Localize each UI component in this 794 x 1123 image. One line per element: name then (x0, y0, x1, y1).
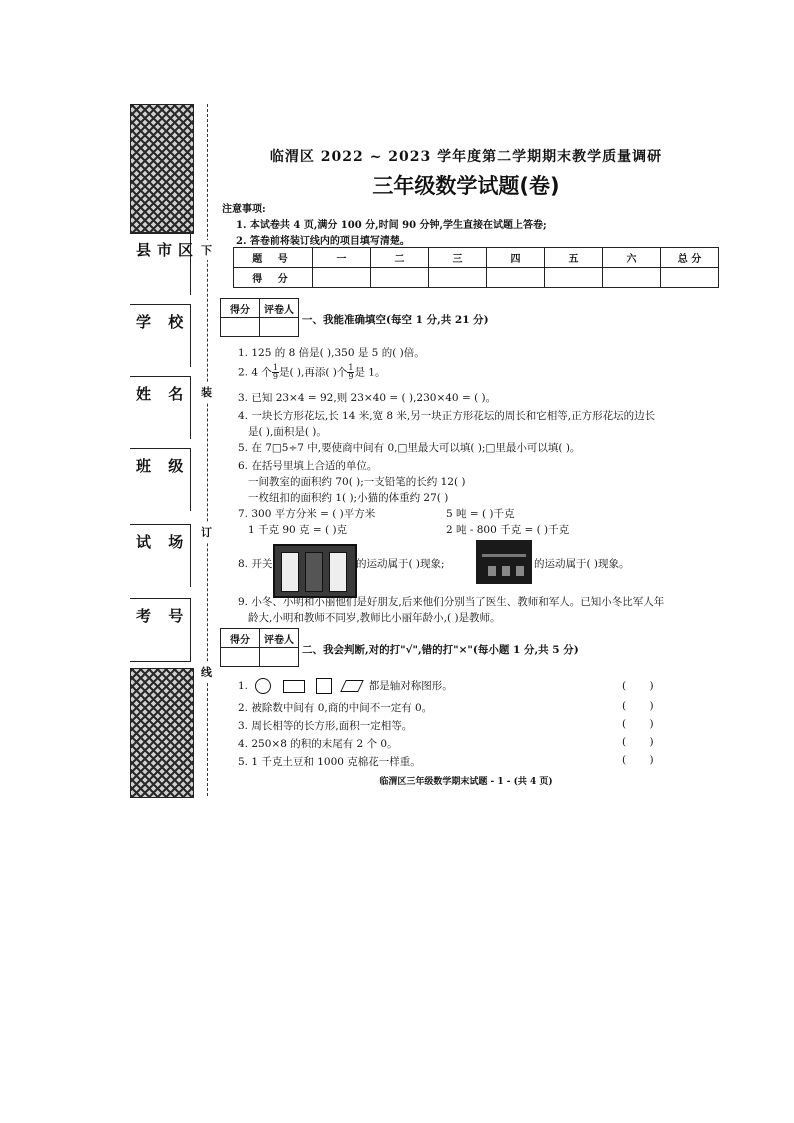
score-row-label: 得 分 (234, 268, 313, 288)
window-pane (281, 552, 299, 592)
question-6b: 一枚纽扣的面积约 1( );小猫的体重约 27( ) (248, 492, 449, 504)
score-header-cell: 四 (487, 248, 545, 268)
answer-paren[interactable]: ( ) (622, 700, 654, 712)
field-exam-room (130, 524, 191, 587)
grade-box-cell[interactable] (221, 318, 260, 337)
binding-char: 下 (201, 240, 212, 260)
swing-seat (516, 566, 524, 576)
field-label: 试 场 (136, 533, 190, 551)
score-cell[interactable] (371, 268, 429, 288)
rectangle-icon (283, 680, 305, 693)
question-9b: 龄大,小明和教师不同岁,教师比小丽年龄小,( )是教师。 (248, 612, 501, 624)
question-7d: 2 吨 - 800 千克 = ( )千克 (446, 524, 570, 536)
question-3: 3. 已知 23×4 = 92,则 23×40 = ( ),230×40 = ( )。 (238, 392, 497, 404)
score-header-cell: 六 (603, 248, 661, 268)
grade-box-label: 评卷人 (260, 629, 299, 648)
question-text: 是( ),再添( )个 (278, 366, 348, 379)
binding-line (207, 104, 208, 796)
grade-box-label: 得分 (221, 299, 260, 318)
score-cell[interactable] (429, 268, 487, 288)
question-7b: 5 吨 = ( )千克 (446, 508, 515, 520)
fraction-denominator: 9 (272, 372, 278, 381)
window-pane (329, 552, 347, 592)
notice-item: 1. 本试卷共 4 页,满分 100 分,时间 90 分钟,学生直接在试题上答卷; (236, 220, 547, 231)
security-pattern-bottom (130, 668, 194, 798)
parallelogram-icon (341, 680, 365, 692)
grade-box-cell[interactable] (260, 648, 299, 667)
score-header-cell: 一 (313, 248, 371, 268)
judge-question-3: 3. 周长相等的长方形,面积一定相等。 (238, 720, 413, 732)
answer-paren[interactable]: ( ) (622, 736, 654, 748)
score-cell[interactable] (545, 268, 603, 288)
question-8a: 8. 开关 (238, 558, 273, 570)
field-county (130, 232, 200, 295)
grade-box-label: 得分 (221, 629, 260, 648)
field-label: 班 级 (136, 457, 190, 475)
window-switch-image (273, 544, 357, 598)
fraction-numerator: 1 (348, 363, 354, 372)
swing-seat (488, 566, 496, 576)
question-5: 5. 在 7□5÷7 中,要使商中间有 0,□里最大可以填( );□里最小可以填( )。 (238, 442, 581, 454)
question-8b: 的运动属于( )现象; (356, 558, 445, 570)
grade-box-cell[interactable] (260, 318, 299, 337)
field-label: 考 号 (136, 607, 190, 625)
grade-box-section1 (220, 298, 299, 337)
field-label: 姓 名 (136, 385, 190, 403)
score-cell[interactable] (661, 268, 719, 288)
score-cell[interactable] (603, 268, 661, 288)
fraction (272, 364, 279, 381)
fraction-denominator: 9 (348, 372, 354, 381)
binding-char: 订 (201, 522, 212, 542)
score-header-cell: 三 (429, 248, 487, 268)
question-7c: 1 千克 90 克 = ( )克 (248, 524, 348, 536)
score-header-cell: 五 (545, 248, 603, 268)
question-2 (238, 364, 386, 381)
judge-question-4: 4. 250×8 的积的末尾有 2 个 0。 (238, 738, 398, 750)
notice-item: 2. 答卷前将装订线内的项目填写清楚。 (236, 236, 410, 247)
question-text: 1. (238, 680, 249, 692)
score-cell[interactable] (313, 268, 371, 288)
score-header-cell: 二 (371, 248, 429, 268)
question-4a: 4. 一块长方形花坛,长 14 米,宽 8 米,另一块正方形花坛的周长和它相等,正方形花坛的边长 (238, 410, 656, 422)
question-6a: 一间教室的面积约 70( );一支铅笔的长约 12( ) (248, 476, 466, 488)
field-exam-number (130, 598, 191, 662)
grade-box-label: 评卷人 (260, 299, 299, 318)
field-name (130, 376, 191, 439)
window-pane (305, 552, 323, 592)
question-text: 2. 4 个 (238, 366, 272, 379)
security-pattern-top (130, 104, 194, 234)
grade-box-section2 (220, 628, 299, 667)
field-school (130, 304, 191, 367)
answer-paren[interactable]: ( ) (622, 680, 654, 692)
question-7a: 7. 300 平方分米 = ( )平方米 (238, 508, 376, 520)
question-1: 1. 125 的 8 倍是( ),350 是 5 的( )倍。 (238, 347, 425, 359)
answer-paren[interactable]: ( ) (622, 718, 654, 730)
section1-title: 一、我能准确填空(每空 1 分,共 21 分) (302, 314, 489, 326)
score-table (233, 247, 719, 288)
field-label: 学 校 (136, 313, 190, 331)
swing-image (476, 540, 532, 584)
judge-question-1 (238, 678, 453, 694)
binding-char: 装 (201, 382, 212, 402)
field-class (130, 448, 191, 511)
grade-box-cell[interactable] (221, 648, 260, 667)
binding-char: 线 (201, 662, 212, 682)
answer-paren[interactable]: ( ) (622, 754, 654, 766)
judge-question-2: 2. 被除数中间有 0,商的中间不一定有 0。 (238, 702, 433, 714)
section2-title: 二、我会判断,对的打"√",错的打"×"(每小题 1 分,共 5 分) (302, 644, 579, 656)
field-label: 县市区 (136, 241, 200, 259)
exam-subtitle: 临渭区 2022 ~ 2023 学年度第二学期期末教学质量调研 (269, 149, 663, 165)
circle-icon (255, 678, 271, 694)
page-footer: 临渭区三年级数学期末试题 - 1 - (共 4 页) (379, 777, 553, 787)
question-8c: 的运动属于( )现象。 (534, 558, 630, 570)
question-6: 6. 在括号里填上合适的单位。 (238, 460, 378, 472)
score-header-cell: 题 号 (234, 248, 313, 268)
question-text: 都是轴对称图形。 (368, 680, 453, 692)
score-cell[interactable] (487, 268, 545, 288)
exam-title: 三年级数学试题(卷) (372, 174, 560, 198)
swing-seat (502, 566, 510, 576)
notice-heading: 注意事项: (222, 204, 266, 215)
judge-question-5: 5. 1 千克土豆和 1000 克棉花一样重。 (238, 756, 421, 768)
question-9a: 9. 小冬、小明和小丽他们是好朋友,后来他们分别当了医生、教师和军人。已知小冬比军人年 (238, 596, 665, 608)
question-text: 是 1。 (354, 366, 386, 379)
score-header-cell: 总 分 (661, 248, 719, 268)
question-4b: 是( ),面积是( )。 (248, 426, 327, 438)
swing-bar (482, 554, 526, 557)
fraction-numerator: 1 (272, 363, 278, 372)
square-icon (316, 678, 332, 694)
